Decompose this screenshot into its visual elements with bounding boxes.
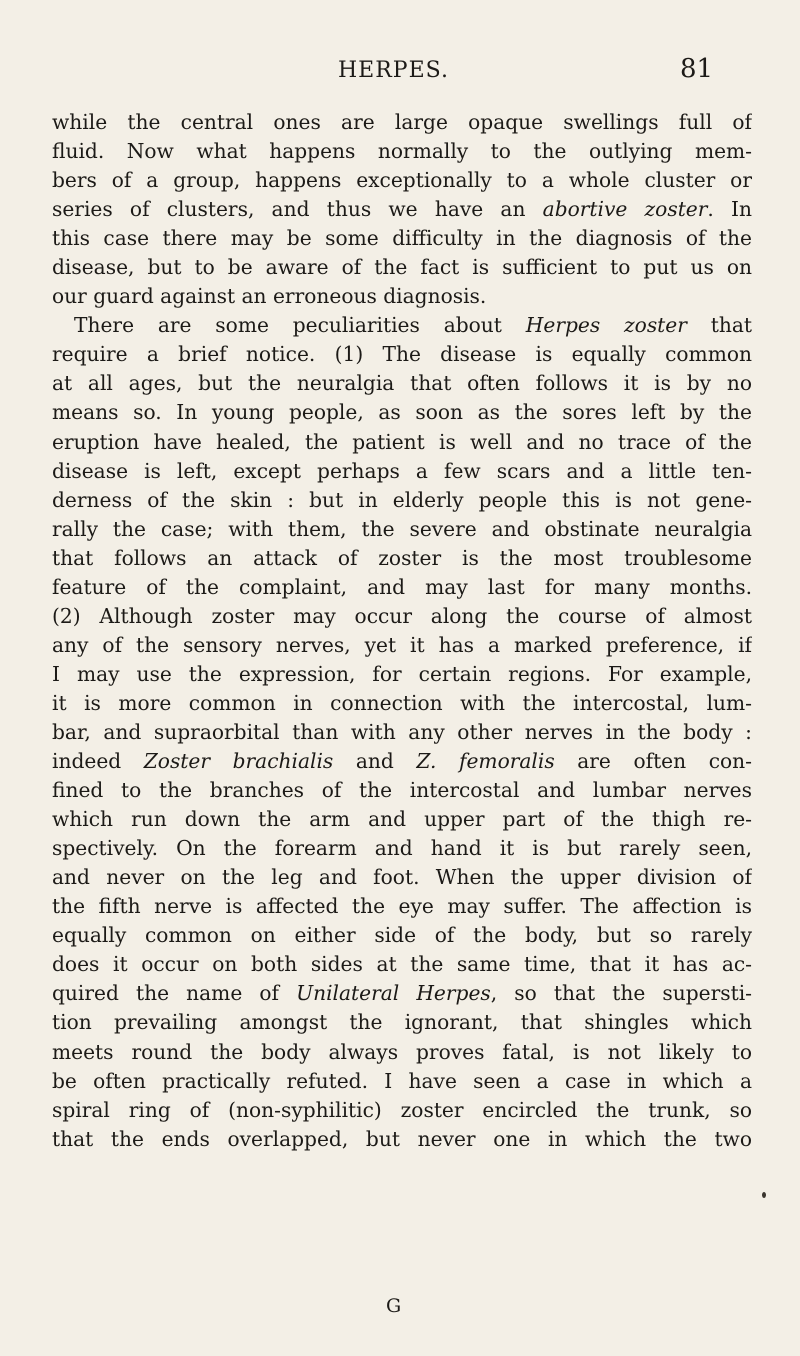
text-run: , so that the supersti- <box>490 981 752 1006</box>
text-run: which run down the arm and upper part of the thigh re- <box>52 807 752 832</box>
text-line <box>52 689 752 718</box>
text-run: fluid. Now what happens normally to the outlying mem- <box>52 139 752 164</box>
text-line <box>52 834 752 863</box>
text-run: our guard against an erroneous diagnosis. <box>52 284 487 309</box>
text-run: while the central ones are large opaque swellings full of <box>52 110 752 134</box>
body-text <box>52 108 752 1154</box>
text-run: any of the sensory nerves, yet it has a marked preference, if <box>52 632 752 657</box>
text-run: equally common on either side of the body, but so rarely <box>52 923 752 948</box>
text-run: I may use the expression, for certain regions. For example, <box>52 661 752 686</box>
text-line <box>52 428 752 457</box>
text-line <box>52 718 752 747</box>
text-line <box>52 1125 752 1154</box>
text-run: disease, but to be aware of the fact is sufficient to put us on <box>52 255 752 280</box>
signature-mark: G <box>386 1295 402 1317</box>
text-run: bers of a group, happens exceptionally to a whole cluster or <box>52 168 752 193</box>
italic-term: abortive zoster <box>542 197 708 222</box>
text-run: that <box>686 313 752 338</box>
ink-speck <box>762 1192 766 1198</box>
running-title: HERPES. <box>338 58 449 83</box>
text-run: There are some peculiarities about <box>74 313 526 338</box>
italic-term: Herpes zoster <box>525 313 687 338</box>
text-run: indeed <box>52 749 144 774</box>
text-line <box>52 137 752 166</box>
text-run: the fifth nerve is affected the eye may suffer. The affection is <box>52 894 752 919</box>
text-run: bar, and supraorbital than with any other nerves in the body : <box>52 719 752 744</box>
text-line <box>52 253 752 282</box>
text-run: feature of the complaint, and may last for many months. <box>52 574 752 599</box>
text-line <box>52 1038 752 1067</box>
text-run: eruption have healed, the patient is well and no trace of the <box>52 429 752 454</box>
text-line <box>52 805 752 834</box>
text-run: spiral ring of (non-syphilitic) zoster encircled the trunk, so <box>52 1097 752 1122</box>
text-line <box>52 602 752 631</box>
text-run: spectively. On the forearm and hand it is but rarely seen, <box>52 836 752 861</box>
text-line <box>52 108 752 137</box>
text-line <box>52 340 752 369</box>
text-run: means so. In young people, as soon as the sores left by the <box>52 400 752 425</box>
italic-term: Z. femoralis <box>416 749 555 774</box>
text-line <box>52 398 752 427</box>
italic-term: Zoster brachialis <box>143 749 334 774</box>
text-run: quired the name of <box>52 981 297 1006</box>
text-line <box>52 979 752 1008</box>
text-line <box>52 224 752 253</box>
text-line <box>52 573 752 602</box>
text-line <box>52 486 752 515</box>
text-run: be often practically refuted. I have seen a case in which a <box>52 1068 752 1093</box>
text-line <box>52 747 752 776</box>
text-line <box>52 1008 752 1037</box>
text-run: does it occur on both sides at the same time, that it has ac- <box>52 952 752 977</box>
text-line <box>52 631 752 660</box>
text-run: that the ends overlapped, but never one in which the two <box>52 1126 752 1151</box>
text-line <box>52 195 752 224</box>
text-run: require a brief notice. (1) The disease is equally common <box>52 342 752 367</box>
text-line <box>52 660 752 689</box>
italic-term: Unilateral Herpes <box>296 981 491 1006</box>
text-run: this case there may be some difficulty in the diagnosis of the <box>52 226 752 251</box>
text-line <box>52 457 752 486</box>
text-run: that follows an attack of zoster is the most troublesome <box>52 545 752 570</box>
text-run: and never on the leg and foot. When the upper division of <box>52 865 752 890</box>
text-run: and <box>333 749 417 774</box>
text-line <box>52 892 752 921</box>
text-line <box>52 776 752 805</box>
running-head <box>0 54 800 94</box>
text-line <box>52 369 752 398</box>
text-run: . In <box>707 197 752 222</box>
text-run: (2) Although zoster may occur along the course of almost <box>52 603 752 628</box>
text-line <box>52 282 752 311</box>
text-line <box>52 863 752 892</box>
text-line <box>52 166 752 195</box>
text-run: tion prevailing amongst the ignorant, that shingles which <box>52 1010 752 1035</box>
text-run: fined to the branches of the intercostal and lumbar nerves <box>52 778 752 803</box>
text-line <box>52 515 752 544</box>
text-run: rally the case; with them, the severe and obstinate neuralgia <box>52 516 752 541</box>
text-run: at all ages, but the neuralgia that often follows it is by no <box>52 371 752 396</box>
page-number: 81 <box>680 54 714 84</box>
text-run: meets round the body always proves fatal, is not likely to <box>52 1039 752 1064</box>
text-line <box>52 544 752 573</box>
text-line <box>52 950 752 979</box>
text-run: are often con- <box>554 749 752 774</box>
text-line <box>52 921 752 950</box>
text-line <box>52 311 752 340</box>
text-run: disease is left, except perhaps a few scars and a little ten- <box>52 458 752 483</box>
text-line <box>52 1067 752 1096</box>
text-run: derness of the skin : but in elderly people this is not gene- <box>52 487 752 512</box>
text-run: series of clusters, and thus we have an <box>52 197 543 222</box>
text-run: it is more common in connection with the intercostal, lum- <box>52 690 752 715</box>
text-line <box>52 1096 752 1125</box>
